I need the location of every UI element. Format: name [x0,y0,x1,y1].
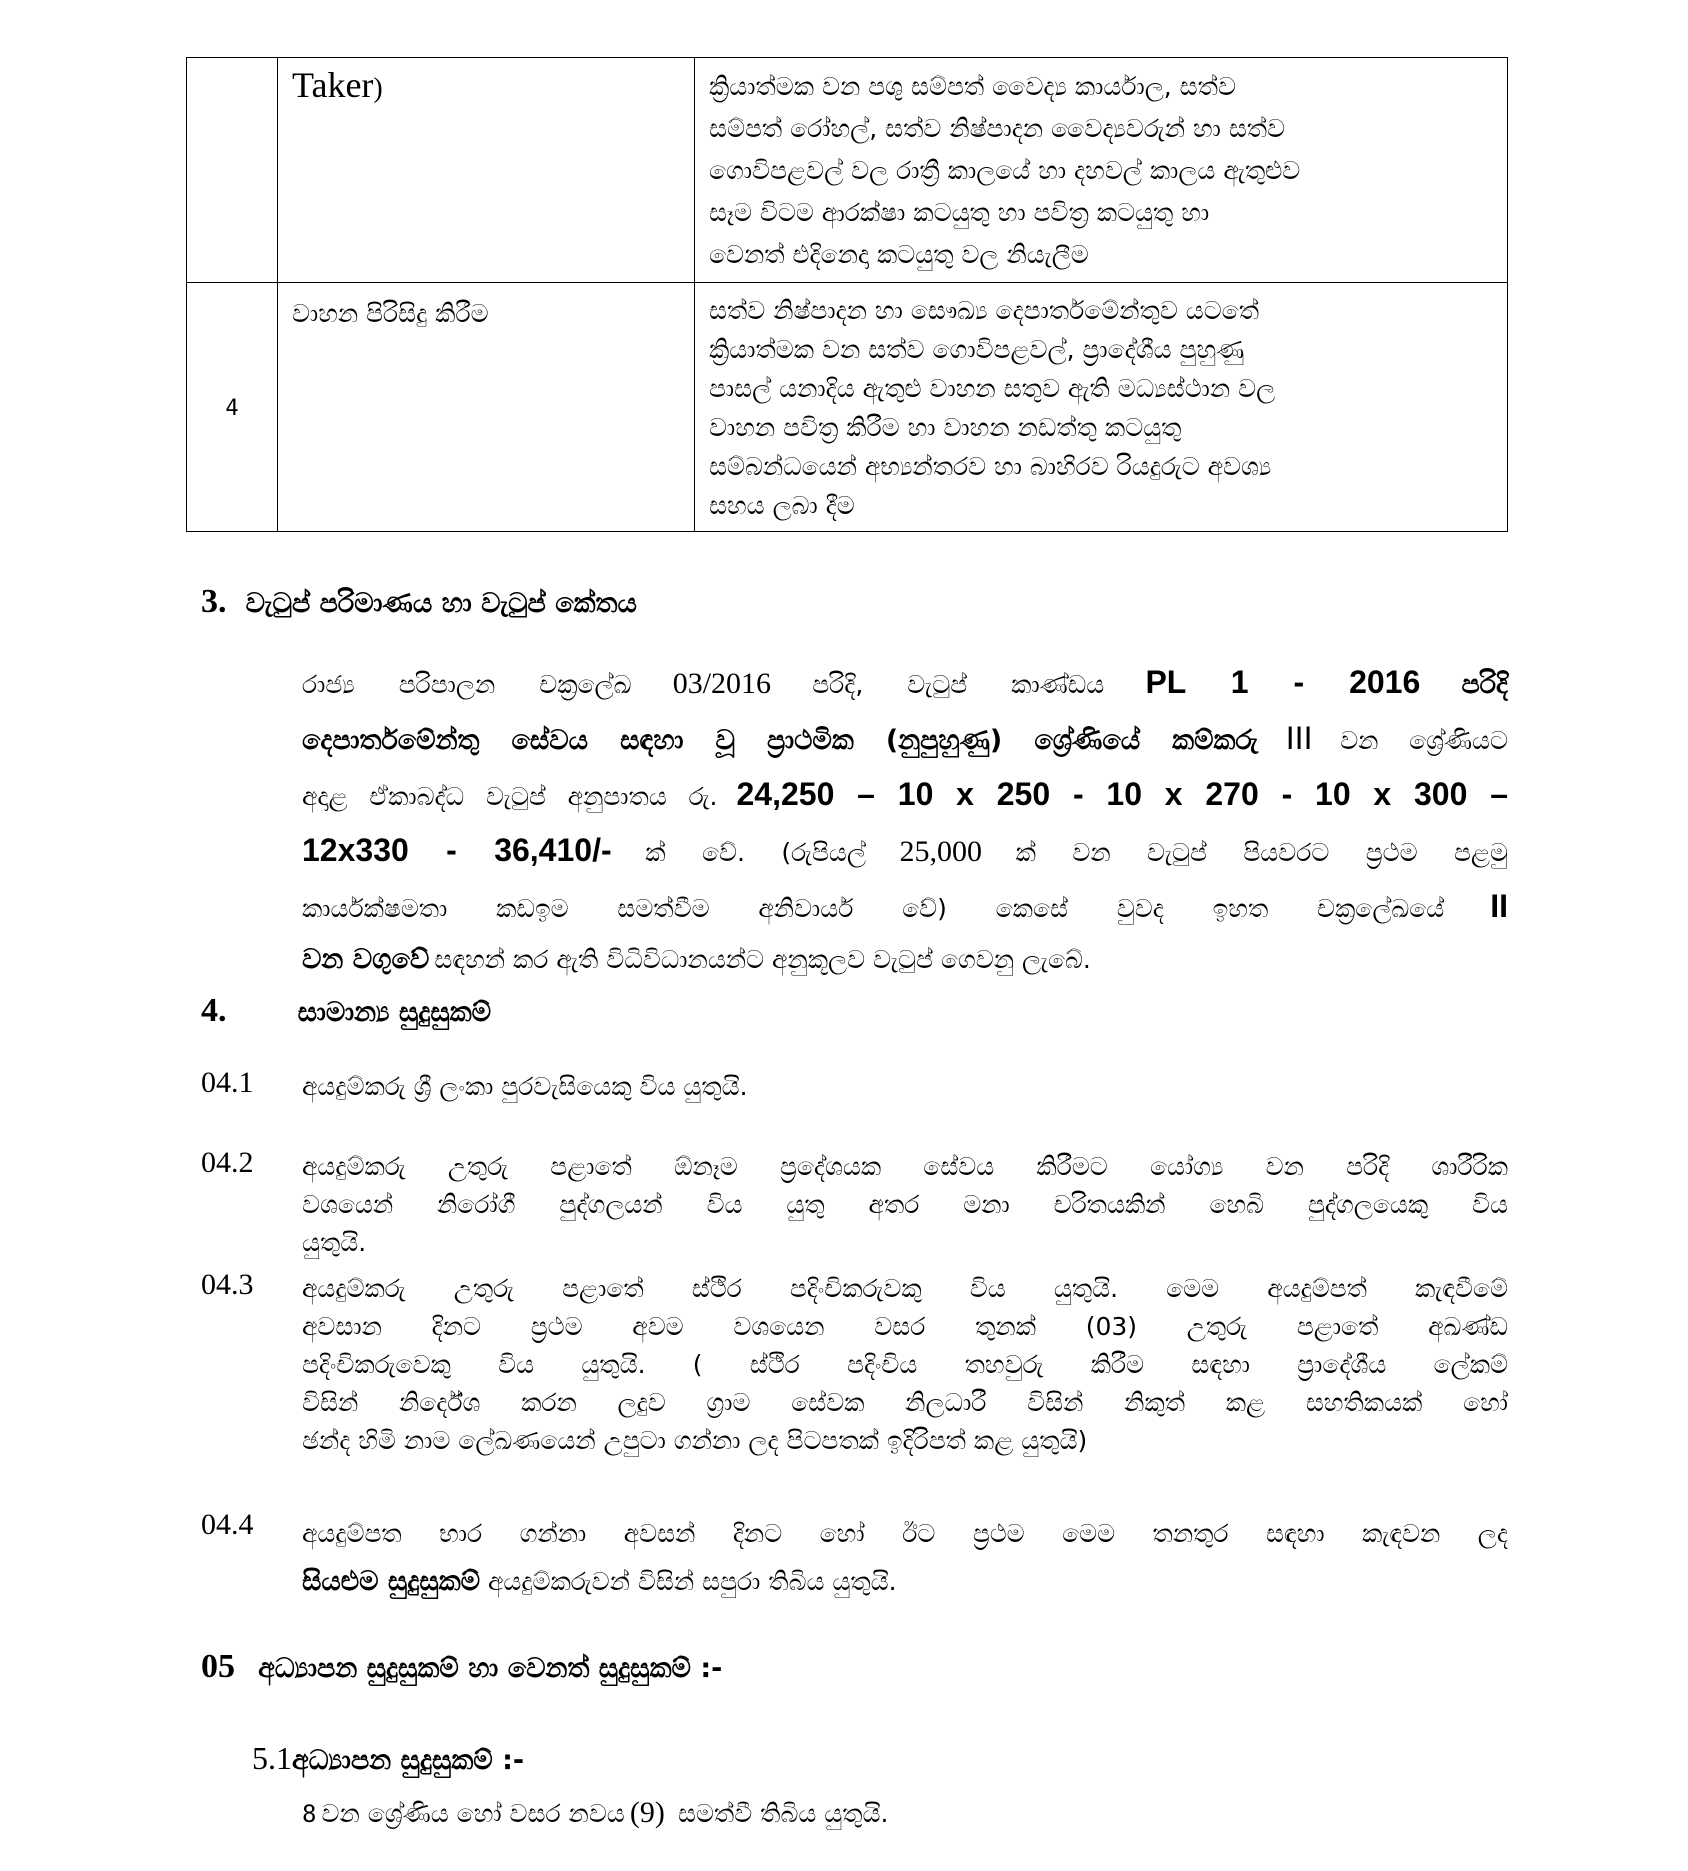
paragraph-line [302,720,1508,776]
duties-table [186,57,1508,532]
grade-numeral: III [1285,720,1313,756]
grade-number: 8 [302,1800,317,1828]
salary-paragraph [302,664,1508,1000]
clause-line: අයදුම්කරු ශ්‍රී ලංකා පුරවැසියෙකු විය යුතුයි. [302,1072,748,1101]
text-run: සඳහන් කර ඇති විධිවිධානයන්ට අනුකූලව වැටුප් ගෙවනු ලැබේ. [434,945,1091,974]
paragraph-line [302,888,1508,944]
description-line: ක්‍රියාත්මක වන පශු සම්පත් වෛද්‍ය කාර්යාල, සත්ව [709,72,1236,101]
clause-line [302,1558,1508,1606]
text-run: පරිදි, වැටුප් කාණ්ඩය [812,670,1105,699]
description-line: වෙනත් එදිනෙදා කටයුතු වල නියැලීම [709,240,1089,269]
clause-number: 04.3 [201,1268,254,1301]
clause-line: වශයෙන් නිරෝගී පුද්ගලයන් විය යුතු අතර මනා චරිතයකින් හෙබි පුද්ගලයෙකු විය [302,1190,1508,1219]
table-numeral: II [1490,888,1508,924]
paragraph-line [302,832,1508,888]
text-run: අයදුම්කරුවන් විසින් සපුරා තිබිය යුතුයි. [488,1567,897,1596]
circular-number: 03/2016 [672,667,772,700]
description-line: සත්ව නිෂ්පාදන හා සෞඛ්‍ය දෙපාර්තමේන්තුව යටතේ [709,296,1260,325]
description-line: ගොවිපළවල් වල රාත්‍රී කාලයේ හා දහවල් කාලය ඇතුළුව [709,156,1301,185]
clause-line: අයදුම්පත භාර ගන්නා අවසන් දිනට හෝ ඊට ප්‍රථම මෙම තනතුර සඳහා කැඳවන ලද [302,1519,1508,1548]
description-line: සහය ලබා දීම [709,491,855,520]
section-number: 4. [201,992,227,1029]
table-row [187,283,1508,532]
description-line: සම්බන්ධයෙන් අභ්‍යන්තරව හා බාහිරව රියදුරුට අවශ්‍ය [709,452,1272,481]
clause-text [302,1068,1508,1106]
text-run: සමත්වී තිබිය යුතුයි. [677,1799,889,1828]
clause-number: 04.1 [201,1066,254,1099]
paragraph-line [302,776,1508,832]
row-number-cell: 4 [187,283,278,532]
clause-line: අයදුම්කරු උතුරු පළාතේ ස්ථිර පදිංචිකරුවකු විය යුතුයි. මෙම අයදුම්පත් කැඳවීමේ [302,1274,1508,1303]
section-number: 3. [201,583,227,620]
text-run: වන ශ්‍රේණියට [1340,726,1509,755]
subsection-5-1-heading [252,1740,524,1777]
salary-scale: 24,250 – 10 x 250 - 10 x 270 - 10 x 300 – [736,776,1508,812]
section-title: අධ්‍යාපන සුදුසුකම් හා වෙනත් සුදුසුකම් :- [258,1653,723,1684]
section-title: සාමාන්‍ය සුදුසුකම් [297,997,492,1028]
text-run: දෙපාර්තමේන්තු සේවය සඳහා වූ ප්‍රාථමික (නුපුහුණු) ශ්‍රේණියේ කම්කරු [302,725,1259,756]
clause-line: අවසාන දිනට ප්‍රථම අවම වශයෙන වසර තුනක් (03) උතුරු පළාතේ අඛණ්ඩ [302,1312,1508,1341]
section-title: වැටුප් පරිමාණය හා වැටුප් කේතය [245,588,637,619]
text-run: අදාළ ඒකාබද්ධ වැටුප් අනුපාතය රු. [302,782,718,811]
duty-description-cell [695,283,1508,532]
bold-phrase: සියළුම සුදුසුකම් [302,1566,481,1597]
duty-description-cell [695,58,1508,283]
section-number: 05 [201,1648,235,1685]
table-row [187,58,1508,283]
clause-line: ඡන්ද හිමි නාම ලේඛණයෙන් උපුටා ගන්නා ලද පිටපතක් ඉදිරිපත් කළ යුතුයි) [302,1426,1088,1455]
subsection-number: 5.1 [252,1740,292,1776]
text-run: වන ශ්‍රේණිය හෝ වසර නවය [321,1799,625,1828]
years-number: (9) [629,1796,665,1829]
text-run: ක් වන වැටුප් පියවරට ප්‍රථම පළමු [1015,838,1508,867]
clause-line: විසින් නිර්දේශ කරන ලදුව ග්‍රාම සේවක නිලධාරී විසින් නිකුත් කළ සහතිකයක් හෝ [302,1388,1508,1417]
description-line: ක්‍රියාත්මක වන සත්ව ගොවිපළවල්, ප්‍රාදේශීය පුහුණු [709,335,1245,364]
salary-code: PL 1 - 2016 [1145,664,1421,700]
duty-name-cell: වාහන පිරිසිදු කිරීම [278,283,695,532]
clause-line: යුතුයි. [302,1228,367,1257]
description-line: වාහන පවිත්‍ර කිරීම හා වාහන නඩත්තු කටයුතු [709,413,1182,442]
clause-number: 04.4 [201,1508,254,1541]
section-3-heading [201,583,637,621]
description-line: සෑම විටම ආරක්ෂා කටයුතු හා පවිත්‍ර කටයුතු හා [709,198,1210,227]
text-run: ක් වේ. (රුපියල් [645,838,866,867]
description-line: පාසල් යනාදිය ඇතුළු වාහන සතුව ඇති මධ්‍යස්ථාන වල [709,374,1276,403]
clause-text [302,1510,1508,1606]
clause-line: පදිංචිකරුවෙකු විය යුතුයි. ( ස්ථිර පදිංචිය තහවුරු කිරීම සඳහා ප්‍රාදේශීය ලේකම් [302,1350,1508,1379]
description-line: සම්පත් රෝහල්, සත්ව නිෂ්පාදන වෛද්‍යවරුන් හා සත්ව [709,114,1286,143]
text-run: කාර්යක්ෂමතා කඩඉම සමත්වීම අනිවාර්ය වේ) කෙසේ වුවද ඉහත චක්‍රලේඛයේ [302,894,1445,923]
subsection-title: අධ්‍යාපන සුදුසුකම් :- [292,1745,525,1776]
duty-name-cell [278,58,695,283]
paragraph-line [302,664,1508,720]
text-run: පරිදි [1461,669,1509,700]
clause-line: අයදුම්කරු උතුරු පළාතේ ඕනෑම ප්‍රදේශයක සේවය කිරීමට යෝග්‍ය වන පරිදි ශාරීරික [302,1152,1508,1181]
salary-scale: 12x330 - 36,410/- [302,832,612,868]
subsection-5-1-text [302,1796,888,1830]
row-number-cell [187,58,278,283]
duty-name-suffix: ) [373,73,383,104]
clause-text [302,1148,1508,1262]
clause-text [302,1270,1508,1460]
clause-number: 04.2 [201,1146,254,1179]
section-5-heading [201,1648,722,1686]
amount: 25,000 [899,835,983,868]
section-4-heading [201,992,491,1030]
duty-name: Taker [292,65,374,105]
text-run: වන වගුවේ [302,944,430,975]
text-run: රාජ්‍ය පරිපාලන චක්‍රලේඛ [302,670,632,699]
